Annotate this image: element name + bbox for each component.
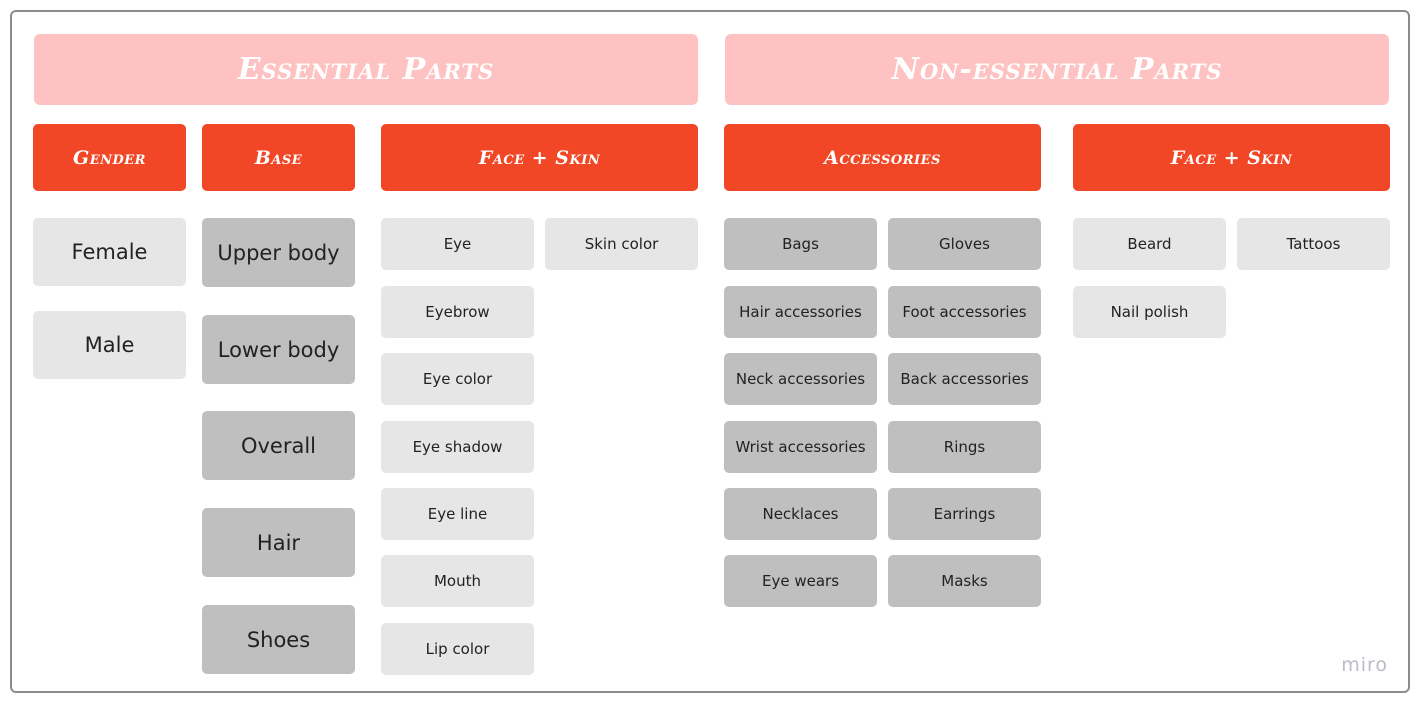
card-nail-polish[interactable]: Nail polish (1073, 286, 1226, 338)
card-eye-color[interactable]: Eye color (381, 353, 534, 405)
essential-parts-banner (34, 34, 698, 105)
accessories-category-label: Accessories (824, 146, 941, 169)
card-hair-accessories[interactable]: Hair accessories (724, 286, 877, 338)
face-skin-essential-category (381, 124, 698, 191)
card-back-accessories[interactable]: Back accessories (888, 353, 1041, 405)
card-lower-body[interactable]: Lower body (202, 315, 355, 384)
card-shoes[interactable]: Shoes (202, 605, 355, 674)
non-essential-parts-title: Non-essential Parts (891, 52, 1223, 87)
miro-logo: miro (1341, 654, 1388, 676)
card-mouth[interactable]: Mouth (381, 555, 534, 607)
card-eye-shadow[interactable]: Eye shadow (381, 421, 534, 473)
card-overall[interactable]: Overall (202, 411, 355, 480)
card-masks[interactable]: Masks (888, 555, 1041, 607)
card-necklaces[interactable]: Necklaces (724, 488, 877, 540)
card-wrist-accessories[interactable]: Wrist accessories (724, 421, 877, 473)
card-rings[interactable]: Rings (888, 421, 1041, 473)
card-earrings[interactable]: Earrings (888, 488, 1041, 540)
card-hair[interactable]: Hair (202, 508, 355, 577)
face-skin-non-essential-category (1073, 124, 1390, 191)
base-category-label: Base (254, 146, 303, 169)
face-skin-essential-label: Face + Skin (478, 146, 601, 169)
essential-parts-title: Essential Parts (237, 52, 495, 87)
card-eye-line[interactable]: Eye line (381, 488, 534, 540)
card-bags[interactable]: Bags (724, 218, 877, 270)
base-category (202, 124, 355, 191)
accessories-category (724, 124, 1041, 191)
face-skin-non-essential-label: Face + Skin (1170, 146, 1293, 169)
card-neck-accessories[interactable]: Neck accessories (724, 353, 877, 405)
card-tattoos[interactable]: Tattoos (1237, 218, 1390, 270)
card-upper-body[interactable]: Upper body (202, 218, 355, 287)
card-lip-color[interactable]: Lip color (381, 623, 534, 675)
card-skin-color[interactable]: Skin color (545, 218, 698, 270)
non-essential-parts-banner (725, 34, 1389, 105)
card-gloves[interactable]: Gloves (888, 218, 1041, 270)
card-male[interactable]: Male (33, 311, 186, 379)
gender-category (33, 124, 186, 191)
card-eye[interactable]: Eye (381, 218, 534, 270)
card-female[interactable]: Female (33, 218, 186, 286)
card-beard[interactable]: Beard (1073, 218, 1226, 270)
gender-category-label: Gender (72, 146, 146, 169)
card-eye-wears[interactable]: Eye wears (724, 555, 877, 607)
card-eyebrow[interactable]: Eyebrow (381, 286, 534, 338)
card-foot-accessories[interactable]: Foot accessories (888, 286, 1041, 338)
